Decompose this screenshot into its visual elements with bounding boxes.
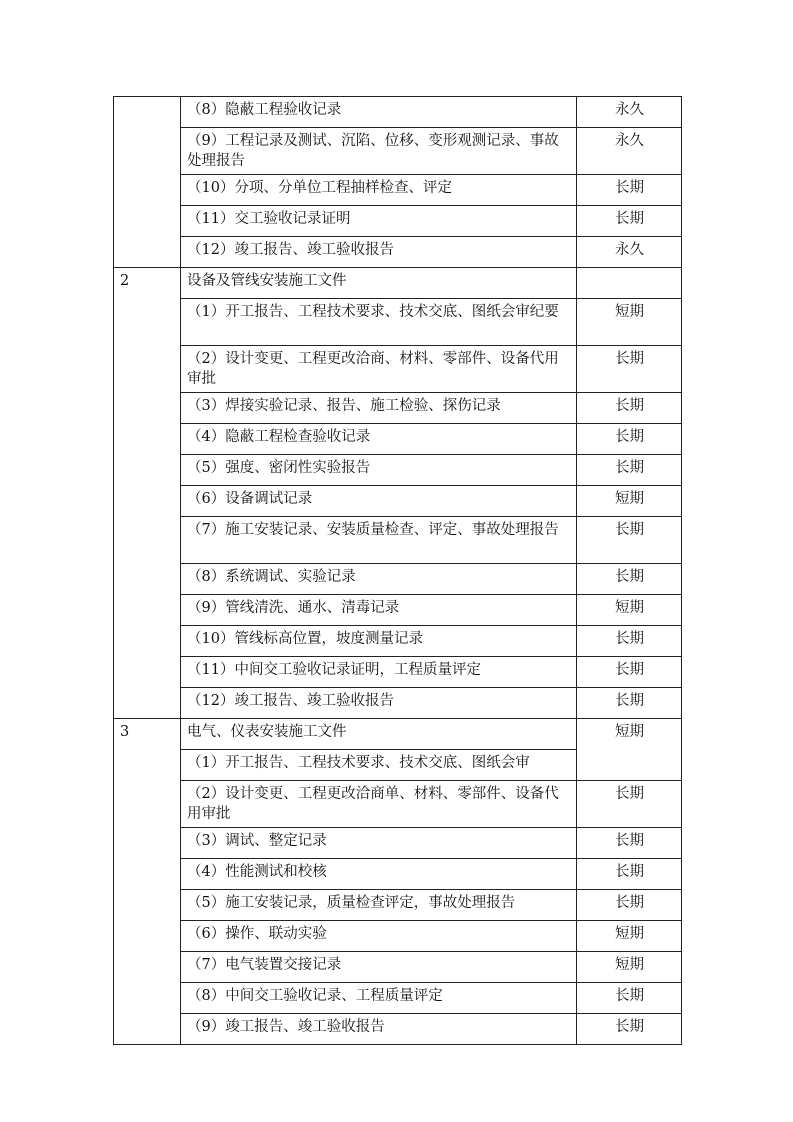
table-row — [114, 424, 682, 455]
item-cell: （3）焊接实验记录、报告、施工检验、探伤记录 — [181, 393, 577, 424]
item-cell: （12）竣工报告、竣工验收报告 — [181, 688, 577, 719]
archive-retention-table — [113, 96, 682, 1045]
retention-term-cell: 长期 — [577, 455, 682, 486]
retention-term-cell: 长期 — [577, 688, 682, 719]
retention-term-cell: 长期 — [577, 1014, 682, 1045]
table-row — [114, 393, 682, 424]
table-row — [114, 983, 682, 1014]
retention-term-cell — [577, 268, 682, 299]
retention-term-cell: 长期 — [577, 564, 682, 595]
retention-term-cell: 长期 — [577, 626, 682, 657]
item-cell: （1）开工报告、工程技术要求、技术交底、图纸会审 — [181, 750, 577, 781]
item-cell: （8）隐蔽工程验收记录 — [181, 97, 577, 128]
table-row — [114, 626, 682, 657]
table-row — [114, 595, 682, 626]
item-cell: （9）管线清洗、通水、清毒记录 — [181, 595, 577, 626]
item-cell: （2）设计变更、工程更改洽商、材料、零部件、设备代用审批 — [181, 346, 577, 393]
table-row — [114, 688, 682, 719]
retention-term-cell: 长期 — [577, 859, 682, 890]
item-cell: （9）工程记录及测试、沉陷、位移、变形观测记录、事故处理报告 — [181, 128, 577, 175]
item-cell: （7）电气装置交接记录 — [181, 952, 577, 983]
item-cell: （11）交工验收记录证明 — [181, 206, 577, 237]
table-row — [114, 486, 682, 517]
retention-term-cell: 短期 — [577, 595, 682, 626]
retention-term-cell: 长期 — [577, 206, 682, 237]
table-row — [114, 299, 682, 346]
retention-term-cell: 长期 — [577, 828, 682, 859]
item-cell: （4）隐蔽工程检查验收记录 — [181, 424, 577, 455]
table-row — [114, 564, 682, 595]
table-row — [114, 859, 682, 890]
item-cell: （12）竣工报告、竣工验收报告 — [181, 237, 577, 268]
item-cell: （10）分项、分单位工程抽样检查、评定 — [181, 175, 577, 206]
table-row — [114, 1014, 682, 1045]
retention-term-cell: 短期 — [577, 486, 682, 517]
section-header-row — [114, 268, 682, 299]
section-title: 电气、仪表安装施工文件 — [181, 719, 577, 750]
group-number-cell: 3 — [114, 719, 181, 1045]
retention-term-cell: 短期 — [577, 952, 682, 983]
retention-term-cell: 长期 — [577, 781, 682, 828]
item-cell: （1）开工报告、工程技术要求、技术交底、图纸会审纪要 — [181, 299, 577, 346]
retention-term-cell: 长期 — [577, 175, 682, 206]
section-title: 设备及管线安装施工文件 — [181, 268, 577, 299]
table-row — [114, 952, 682, 983]
item-cell: （5）强度、密闭性实验报告 — [181, 455, 577, 486]
item-cell: （4）性能测试和校核 — [181, 859, 577, 890]
item-cell: （2）设计变更、工程更改洽商单、材料、零部件、设备代用审批 — [181, 781, 577, 828]
retention-term-cell: 长期 — [577, 346, 682, 393]
retention-term-cell: 永久 — [577, 128, 682, 175]
table-row — [114, 517, 682, 564]
item-cell: （6）操作、联动实验 — [181, 921, 577, 952]
retention-term-cell: 长期 — [577, 424, 682, 455]
retention-term-cell: 长期 — [577, 657, 682, 688]
group-number-cell — [114, 97, 181, 268]
item-cell: （9）竣工报告、竣工验收报告 — [181, 1014, 577, 1045]
item-cell: （8）中间交工验收记录、工程质量评定 — [181, 983, 577, 1014]
item-cell: （10）管线标高位置，坡度测量记录 — [181, 626, 577, 657]
group-number-cell: 2 — [114, 268, 181, 719]
retention-term-cell: 长期 — [577, 983, 682, 1014]
table-row — [114, 175, 682, 206]
retention-term-cell: 长期 — [577, 890, 682, 921]
retention-term-cell: 永久 — [577, 97, 682, 128]
item-cell: （11）中间交工验收记录证明，工程质量评定 — [181, 657, 577, 688]
item-cell: （8）系统调试、实验记录 — [181, 564, 577, 595]
table-row — [114, 657, 682, 688]
table-row — [114, 206, 682, 237]
table-row — [114, 781, 682, 828]
item-cell: （5）施工安装记录，质量检查评定，事故处理报告 — [181, 890, 577, 921]
retention-term-cell: 短期 — [577, 719, 682, 781]
table-row — [114, 890, 682, 921]
table-row — [114, 921, 682, 952]
table-row — [114, 346, 682, 393]
retention-term-cell: 短期 — [577, 921, 682, 952]
table-row — [114, 237, 682, 268]
table-row — [114, 828, 682, 859]
item-cell: （6）设备调试记录 — [181, 486, 577, 517]
retention-term-cell: 永久 — [577, 237, 682, 268]
table-row — [114, 455, 682, 486]
table-row — [114, 97, 682, 128]
item-cell: （3）调试、整定记录 — [181, 828, 577, 859]
section-header-row — [114, 719, 682, 750]
retention-term-cell: 长期 — [577, 517, 682, 564]
retention-term-cell: 短期 — [577, 299, 682, 346]
item-cell: （7）施工安装记录、安装质量检查、评定、事故处理报告 — [181, 517, 577, 564]
table-row — [114, 128, 682, 175]
retention-term-cell: 长期 — [577, 393, 682, 424]
